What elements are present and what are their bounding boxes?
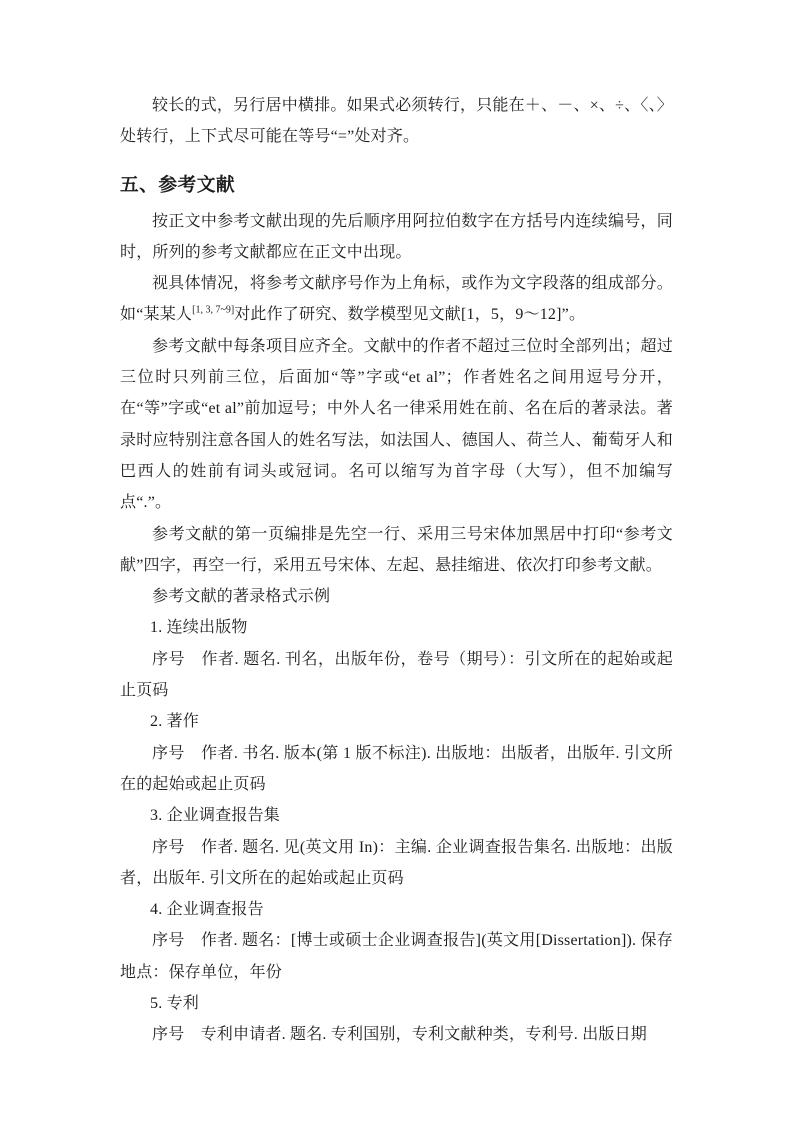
section-heading-references: 五、参考文献	[120, 174, 236, 196]
text-before-citation: 视具体情况，将参考文献序号作为上角标，或作为文字段落的组成部分。如“某某人	[120, 275, 673, 324]
example-2-label: 2. 著作	[150, 713, 200, 731]
example-1-label: 1. 连续出版物	[150, 619, 248, 637]
example-5-label: 5. 专利	[150, 995, 200, 1013]
paragraph-author-rules: 参考文献中每条项目应齐全。文献中的作者不超过三位时全部列出；超过三位时只列前三位，后面加“等”字或“et al”；作者姓名之间用逗号分开，在“等”字或“et al”前加逗号；中外人名一律采用姓在前、名在后的著录法。著录时应特别注意各国人的姓名写法，如法国人、德国人、荷兰人、葡萄牙人和巴西人的姓前有词头或冠词。名可以缩写为首字母（大写），但不加编写点“.”。	[120, 337, 673, 512]
example-1-format: 序号 作者. 题名. 刊名，出版年份，卷号（期号）：引文所在的起始或起止页码	[120, 650, 673, 700]
example-3-label: 3. 企业调查报告集	[150, 807, 281, 825]
paragraph-examples-title: 参考文献的著录格式示例	[152, 588, 331, 606]
paragraph-superscript-example	[120, 268, 673, 331]
paragraph-equation-wrap-rule: 较长的式，另行居中横排。如果式必须转行，只能在＋、－、×、÷、〈、〉处转行，上下式尽可能在等号“=”处对齐。	[120, 97, 673, 146]
example-3-format: 序号 作者. 题名. 见(英文用 In)：主编. 企业调查报告集名. 出版地：出版者，出版年. 引文所在的起始或起止页码	[120, 838, 673, 887]
superscript-citation: [1, 3, 7~9]	[192, 305, 235, 317]
paragraph-first-page-layout: 参考文献的第一页编排是先空一行、采用三号宋体加黑居中打印“参考文献”四字，再空一行，采用五号宋体、左起、悬挂缩进、依次打印参考文献。	[120, 525, 673, 574]
example-4-label: 4. 企业调查报告	[150, 901, 264, 919]
example-4-format: 序号 作者. 题名：[博士或硕士企业调查报告](英文用[Dissertation]). 保存地点：保存单位，年份	[120, 932, 673, 981]
paragraph-numbering-rule: 按正文中参考文献出现的先后顺序用阿拉伯数字在方括号内连续编号，同时，所列的参考文献都应在正文中出现。	[120, 212, 673, 261]
example-5-format: 序号 专利申请者. 题名. 专利国别，专利文献种类，专利号. 出版日期	[152, 1026, 648, 1044]
text-after-citation: 对此作了研究、数学模型见文献[1，5，9～12]”。	[234, 306, 586, 324]
example-2-format: 序号 作者. 书名. 版本(第 1 版不标注). 出版地：出版者，出版年. 引文所在的起始或起止页码	[120, 744, 673, 793]
